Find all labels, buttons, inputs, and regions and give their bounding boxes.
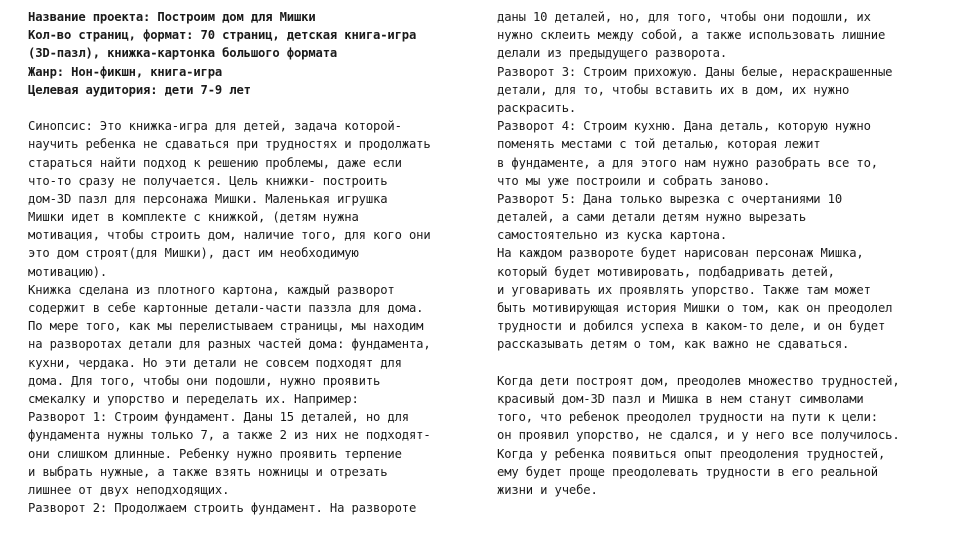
right-column	[497, 8, 952, 499]
text-line: Мишки идет в комплекте с книжкой, (детям нужна	[28, 210, 359, 225]
text-line: того, что ребенок преодолел трудности на пути к цели:	[497, 410, 878, 425]
text-line: трудности и добился успеха в каком-то деле, и он будет	[497, 319, 886, 334]
audience-line: Целевая аудитория: дети 7-9 лет	[28, 82, 251, 97]
text-line: Когда дети построят дом, преодолев множество трудностей,	[497, 373, 900, 388]
conclusion-text	[497, 372, 952, 499]
text-line: лишнее от двух неподходящих.	[28, 482, 230, 497]
text-line: фундамента нужны только 7, а также 2 из них не подходят-	[28, 428, 431, 443]
text-line: ему будет проще преодолевать трудности в его реальной	[497, 464, 878, 479]
text-line: что мы уже построили и собрать заново.	[497, 173, 771, 188]
text-line: самостоятельно из куска картона.	[497, 228, 727, 243]
text-line: быть мотивирующая история Мишки о том, как он преодолел	[497, 301, 893, 315]
text-line: в фундаменте, а для этого нам нужно разобрать все то,	[497, 155, 878, 170]
text-line: он проявил упорство, не сдался, и у него все получилось.	[497, 428, 900, 443]
text-line: на разворотах детали для разных частей дома: фундамента,	[28, 337, 431, 352]
text-line: жизни и учебе.	[497, 482, 598, 497]
text-line: и выбрать нужные, а также взять ножницы и отрезать	[28, 464, 388, 479]
text-line: Разворот 4: Строим кухню. Дана деталь, которую нужно	[497, 119, 871, 134]
spacer	[28, 99, 490, 117]
text-line: красивый дом-3D пазл и Мишка в нем станут символами	[497, 391, 864, 406]
spacer	[497, 354, 952, 372]
text-line: научить ребенка не сдаваться при трудностях и продолжать	[28, 137, 431, 152]
text-line: детали, для то, чтобы вставить их в дом, их нужно	[497, 82, 850, 97]
text-line: деталей, а сами детали детям нужно вырезать	[497, 210, 807, 225]
project-header	[28, 8, 490, 99]
genre-line: Жанр: Нон-фикшн, книга-игра	[28, 64, 223, 79]
text-line: делали из предыдущего разворота.	[497, 46, 727, 61]
text-line: содержит в себе картонные детали-части паззла для дома.	[28, 301, 424, 315]
text-line: По мере того, как мы перелистываем страницы, мы находим	[28, 319, 424, 334]
text-line: Книжка сделана из плотного картона, каждый разворот	[28, 282, 395, 297]
text-line: даны 10 деталей, но, для того, чтобы они подошли, их	[497, 10, 871, 24]
format-line-continued: (3D-пазл), книжка-картонка большого формата	[28, 46, 338, 61]
text-line: мотивация, чтобы строить дом, наличие того, для кого они	[28, 228, 431, 243]
text-line: они слишком длинные. Ребенку нужно проявить терпение	[28, 446, 402, 461]
text-line: нужно склеить между собой, а также использовать лишние	[497, 28, 886, 43]
text-line: дома. Для того, чтобы они подошли, нужно проявить	[28, 373, 381, 388]
left-column	[28, 8, 490, 517]
text-line: На каждом развороте будет нарисован персонаж Мишка,	[497, 246, 864, 261]
text-line: смекалку и упорство и переделать их. Например:	[28, 391, 359, 406]
text-line: Когда у ребенка появиться опыт преодоления трудностей,	[497, 446, 886, 461]
text-line: мотивацию).	[28, 264, 108, 279]
text-line: и уговаривать их проявлять упорство. Также там может	[497, 282, 871, 297]
text-line: раскрасить.	[497, 100, 577, 115]
text-line: дом-3D пазл для персонажа Мишки. Маленькая игрушка	[28, 191, 388, 206]
text-line: который будет мотивировать, подбадривать детей,	[497, 264, 835, 279]
text-line: кухни, чердака. Но эти детали не совсем подходят для	[28, 355, 402, 370]
text-line: Разворот 3: Строим прихожую. Даны белые, нераскрашенные	[497, 64, 893, 79]
spreads-text	[497, 8, 952, 354]
text-line: что-то сразу не получается. Цель книжки- построить	[28, 173, 388, 188]
project-title-line: Название проекта: Построим дом для Мишки	[28, 10, 316, 24]
text-line: Синопсис: Это книжка-игра для детей, задача которой-	[28, 119, 402, 134]
text-line: Разворот 5: Дана только вырезка с очертаниями 10	[497, 191, 842, 206]
text-line: рассказывать детям о том, как важно не сдаваться.	[497, 337, 850, 352]
text-line: стараться найти подход к решению проблемы, даже если	[28, 155, 402, 170]
format-line: Кол-во страниц, формат: 70 страниц, детская книга-игра	[28, 28, 417, 43]
text-line: Разворот 2: Продолжаем строить фундамент. На развороте	[28, 501, 417, 516]
text-line: Разворот 1: Строим фундамент. Даны 15 деталей, но для	[28, 410, 409, 425]
text-line: это дом строят(для Мишки), даст им необходимую	[28, 246, 359, 261]
synopsis-text	[28, 117, 490, 517]
text-line: поменять местами с той деталью, которая лежит	[497, 137, 821, 152]
